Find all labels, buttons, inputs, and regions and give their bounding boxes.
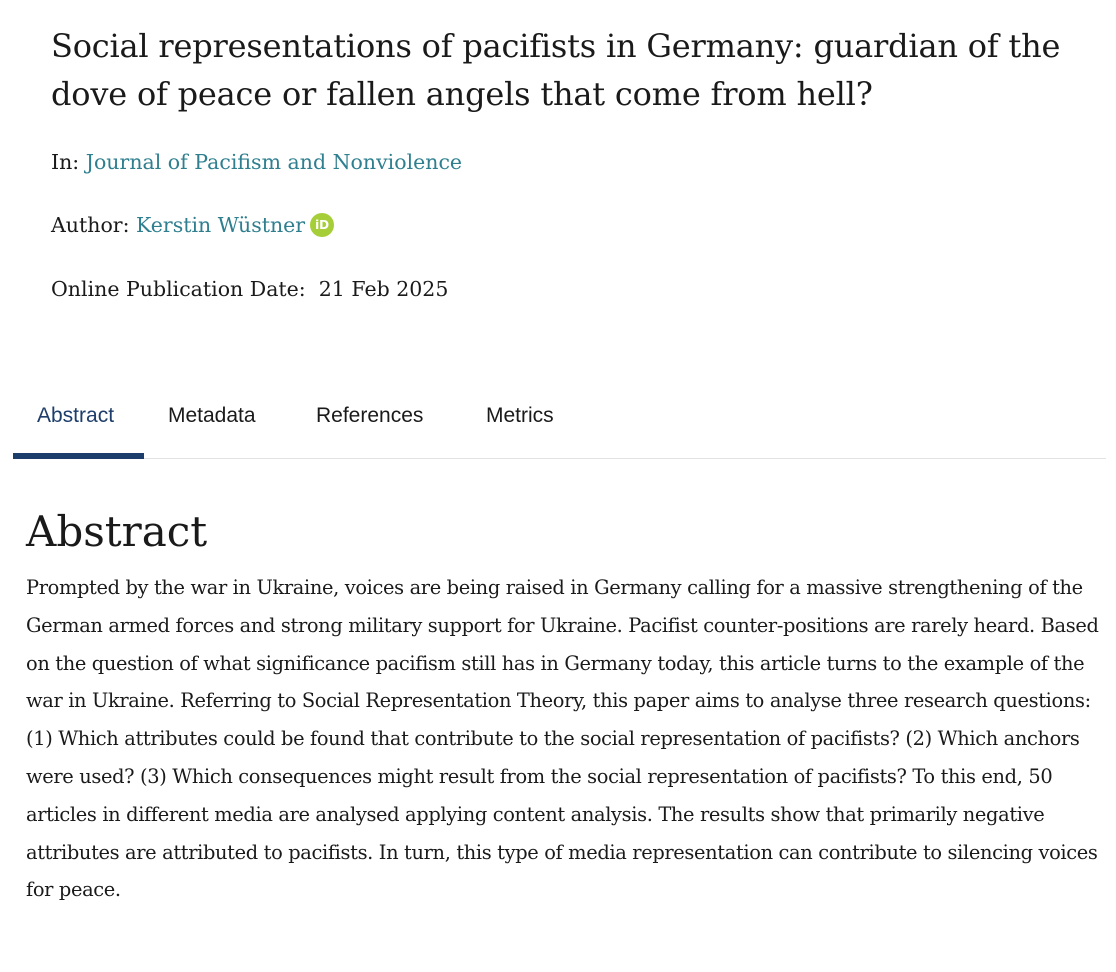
abstract-heading: Abstract — [26, 507, 208, 556]
tab-references[interactable]: References — [316, 404, 424, 427]
author-label: Author: — [51, 213, 130, 237]
date-label: Online Publication Date: — [51, 277, 306, 301]
active-tab-indicator — [13, 453, 144, 459]
tab-abstract[interactable]: Abstract — [37, 404, 115, 427]
author-line — [51, 213, 334, 237]
journal-line — [51, 150, 462, 174]
tab-metadata[interactable]: Metadata — [168, 404, 256, 427]
orcid-icon[interactable]: iD — [310, 213, 334, 237]
journal-link[interactable]: Journal of Pacifism and Nonviolence — [85, 150, 463, 174]
journal-label: In: — [51, 150, 80, 174]
tab-bar — [13, 392, 1106, 459]
author-link[interactable]: Kerstin Wüstner — [136, 213, 306, 237]
article-title: Social representations of pacifists in Germany: guardian of the dove of peace or fallen angels that come from hell? — [51, 27, 1061, 113]
date-value: 21 Feb 2025 — [318, 277, 449, 301]
abstract-text: Prompted by the war in Ukraine, voices are being raised in Germany calling for a massive strengthening of the German armed forces and strong military support for Ukraine. Pacifist counter-positions are rarely heard. Based on the question of what significance pacifism still has in Germany today, this article turns to the example of the war in Ukraine. Referring to Social Representation Theory, this paper aims to analyse three research questions: (1) Which attributes could be found that contribute to the social representation of pacifists? (2) Which anchors were used? (3) Which consequences might result from the social representation of pacifists? To this end, 50 articles in different media are analysed applying content analysis. The results show that primarily negative attributes are attributed to pacifists. In turn, this type of media representation can contribute to silencing voices for peace. — [26, 576, 1099, 902]
tab-metrics[interactable]: Metrics — [486, 404, 554, 427]
article-header — [51, 22, 1111, 118]
publication-date-line — [51, 277, 448, 301]
